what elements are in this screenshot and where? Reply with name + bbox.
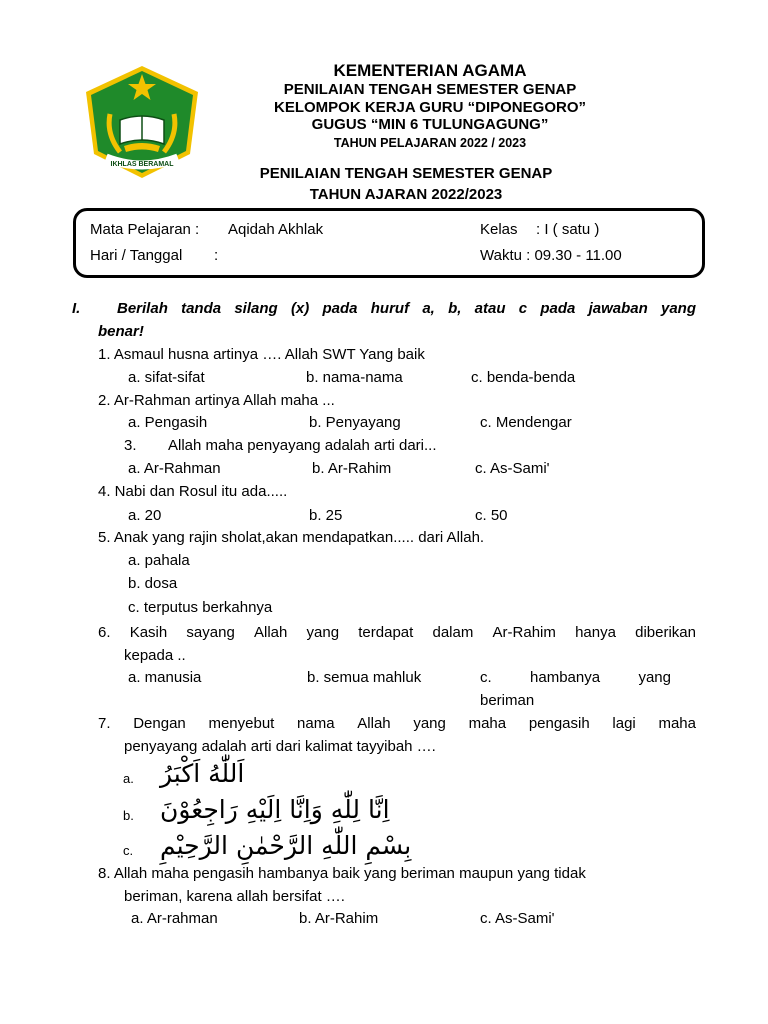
instruction-word: silang xyxy=(234,300,278,317)
q6-option-c-end: beriman xyxy=(480,692,535,709)
instruction-word: (x) xyxy=(290,300,310,317)
q5-option-c: c. terputus berkahnya xyxy=(128,599,273,616)
q3-option-a: a. Ar-Rahman xyxy=(128,460,221,477)
q4-option-a: a. 20 xyxy=(128,507,162,524)
q1-option-c: c. benda-benda xyxy=(471,369,576,386)
q2-option-b: b. Penyayang xyxy=(309,414,401,431)
question-8: 8. Allah maha pengasih hambanya baik yang beriman maupun yang tidak xyxy=(98,865,586,882)
q2-option-a: a. Pengasih xyxy=(128,414,208,431)
q6-option-c-word: c. xyxy=(480,669,492,686)
q6-option-c-word: hambanya xyxy=(530,669,601,686)
q6-word: diberikan xyxy=(635,624,696,641)
instruction-word: jawaban xyxy=(588,300,648,317)
q7-option-c-arabic: بِسْمِ اللّٰهِ الرَّحْمٰنِ الرَّحِيْمِ xyxy=(160,831,412,860)
instruction-word: c xyxy=(518,300,528,317)
class-label: Kelas xyxy=(480,221,518,238)
section-instruction xyxy=(117,301,696,316)
class-value: : I ( satu ) xyxy=(536,221,600,238)
day-colon: : xyxy=(214,247,219,264)
q7-option-c-label: c. xyxy=(123,843,134,858)
document-subtitle: TAHUN AJARAN 2022/2023 xyxy=(309,186,503,203)
q6-option-b: b. semua mahluk xyxy=(307,669,422,686)
q6-word: yang xyxy=(306,624,340,641)
q6-option-c-word: yang xyxy=(638,669,671,686)
q4-option-b: b. 25 xyxy=(309,507,343,524)
q7-word: lagi xyxy=(612,715,636,732)
q7-word: maha xyxy=(658,715,696,732)
q6-word: Kasih xyxy=(129,624,168,641)
question-3: Allah maha penyayang adalah arti dari... xyxy=(168,437,437,454)
q3-option-b: b. Ar-Rahim xyxy=(312,460,392,477)
q4-option-c: c. 50 xyxy=(475,507,508,524)
document-title: PENILAIAN TENGAH SEMESTER GENAP xyxy=(259,165,553,182)
q8-option-b: b. Ar-Rahim xyxy=(299,910,379,927)
q6-word: dalam xyxy=(432,624,474,641)
q1-option-b: b. nama-nama xyxy=(306,369,403,386)
q6-word: Ar-Rahim xyxy=(492,624,556,641)
question-6-end: kepada .. xyxy=(124,647,186,664)
question-4: 4. Nabi dan Rosul itu ada..... xyxy=(98,483,288,500)
q7-word: Dengan xyxy=(133,715,186,732)
subject-value: Aqidah Akhlak xyxy=(228,221,324,238)
q1-option-a: a. sifat-sifat xyxy=(128,369,205,386)
question-2: 2. Ar-Rahman artinya Allah maha ... xyxy=(98,392,335,409)
school-year: TAHUN PELAJARAN 2022 / 2023 xyxy=(333,136,527,150)
q7-option-b-label: b. xyxy=(123,808,134,823)
q5-option-a: a. pahala xyxy=(128,552,190,569)
question-5: 5. Anak yang rajin sholat,akan mendapatkan..... dari Allah. xyxy=(98,529,485,546)
instruction-word: pada xyxy=(322,300,358,317)
subject-label: Mata Pelajaran : xyxy=(90,221,200,238)
time-info: Waktu : 09.30 - 11.00 xyxy=(480,247,622,264)
q6-word: 6. xyxy=(98,624,111,641)
exam-name: PENILAIAN TENGAH SEMESTER GENAP xyxy=(283,81,577,98)
q7-word: pengasih xyxy=(528,715,590,732)
section-instruction-end: benar! xyxy=(98,323,144,340)
instruction-word: a, xyxy=(422,300,435,317)
instruction-word: pada xyxy=(540,300,576,317)
section-numeral: I. xyxy=(72,300,81,317)
teacher-group: KELOMPOK KERJA GURU “DIPONEGORO” xyxy=(274,99,586,116)
instruction-word: huruf xyxy=(370,300,410,317)
instruction-word: Berilah xyxy=(117,300,168,317)
instruction-word: atau xyxy=(474,300,506,317)
question-8-end: beriman, karena allah bersifat …. xyxy=(124,888,345,905)
instruction-word: yang xyxy=(660,300,696,317)
info-box xyxy=(73,208,705,278)
q6-option-a: a. manusia xyxy=(128,669,202,686)
q7-word: maha xyxy=(468,715,507,732)
school-cluster: GUGUS “MIN 6 TULUNGAGUNG” xyxy=(311,116,549,133)
question-3-number: 3. xyxy=(124,437,137,454)
logo-motto: IKHLAS BERAMAL xyxy=(110,161,174,168)
q6-word: sayang xyxy=(186,624,235,641)
q7-word: yang xyxy=(413,715,446,732)
q5-option-b: b. dosa xyxy=(128,575,178,592)
question-6 xyxy=(98,625,696,640)
question-1: 1. Asmaul husna artinya …. Allah SWT Yang baik xyxy=(98,346,425,363)
q2-option-c: c. Mendengar xyxy=(480,414,572,431)
q6-option-c xyxy=(480,670,671,685)
q7-option-a-label: a. xyxy=(123,771,134,786)
q7-option-a-arabic: اَللّٰهُ اَكْبَرُ xyxy=(160,759,245,788)
q7-option-b-arabic: اِنَّا لِلّٰهِ وَاِنَّا اِلَيْهِ رَاجِعُوْنَ xyxy=(160,795,390,824)
question-7 xyxy=(98,716,696,731)
ministry-name: KEMENTERIAN AGAMA xyxy=(333,61,527,80)
question-7-end: penyayang adalah arti dari kalimat tayyibah …. xyxy=(124,738,436,755)
instruction-word: tanda xyxy=(181,300,222,317)
q8-option-c: c. As-Sami' xyxy=(480,910,555,927)
q7-word: 7. xyxy=(98,715,111,732)
q8-option-a: a. Ar-rahman xyxy=(131,910,218,927)
day-label: Hari / Tanggal xyxy=(90,247,183,264)
q6-word: terdapat xyxy=(358,624,414,641)
q7-word: Allah xyxy=(357,715,391,732)
q3-option-c: c. As-Sami' xyxy=(475,460,550,477)
q7-word: nama xyxy=(297,715,335,732)
instruction-word: b, xyxy=(448,300,462,317)
q6-word: Allah xyxy=(253,624,288,641)
q7-word: menyebut xyxy=(208,715,275,732)
q6-word: hanya xyxy=(575,624,616,641)
ministry-logo xyxy=(80,62,204,182)
